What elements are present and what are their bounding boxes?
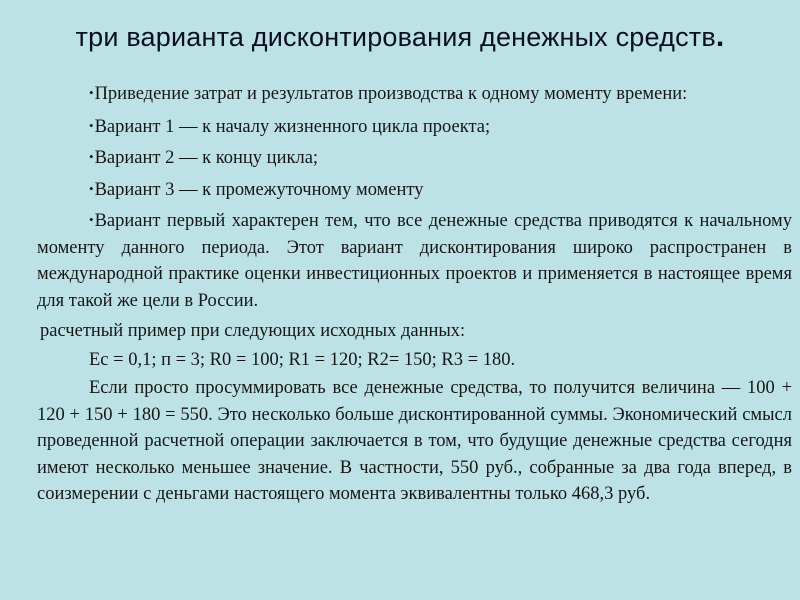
bullet-paragraph: • Приведение затрат и результатов производства к одному моменту времени: (37, 80, 792, 108)
example-explanation: Если просто просуммировать все денежные средства, то получится величина — 100 + 120 + 150 + 180 = 550. Это несколько больше дисконтированной суммы. Экономический смысл проведенной расчетной операции заключается в том, что будущие денежные средства сегодня имеют несколько меньшее значение. В частности, 550 руб., собранные за два года вперед, в соизмерении с деньгами настоящего момента эквивалентны только 468,3 руб. (37, 378, 792, 504)
bullet-variant-2: • Вариант 2 — к концу цикла; (37, 144, 792, 172)
slide-body (37, 80, 792, 510)
slide-title-punct: . (715, 20, 725, 53)
bullet-variant-3: • Вариант 3 — к промежуточному моменту (37, 176, 792, 204)
example-intro: расчетный пример при следующих исходных данных: (40, 321, 466, 341)
example-input-data: Ес = 0,1; п = 3; R0 = 100; R1 = 120; R2= 150; R3 = 180. (89, 349, 516, 370)
slide-title-text: три варианта дисконтирования денежных средств (75, 22, 716, 52)
slide-title (0, 20, 800, 54)
bullet-variant-first-description: • Вариант первый характерен тем, что все денежные средства приводятся к начальному моменту данного периода. Этот вариант дисконтирования широко распространен в международной практике оценки инвестиционных проектов и применяется в настоящее время для такой же цели в России. (37, 207, 792, 314)
bullet-variant-1: • Вариант 1 — к началу жизненного цикла проекта; (37, 113, 792, 141)
